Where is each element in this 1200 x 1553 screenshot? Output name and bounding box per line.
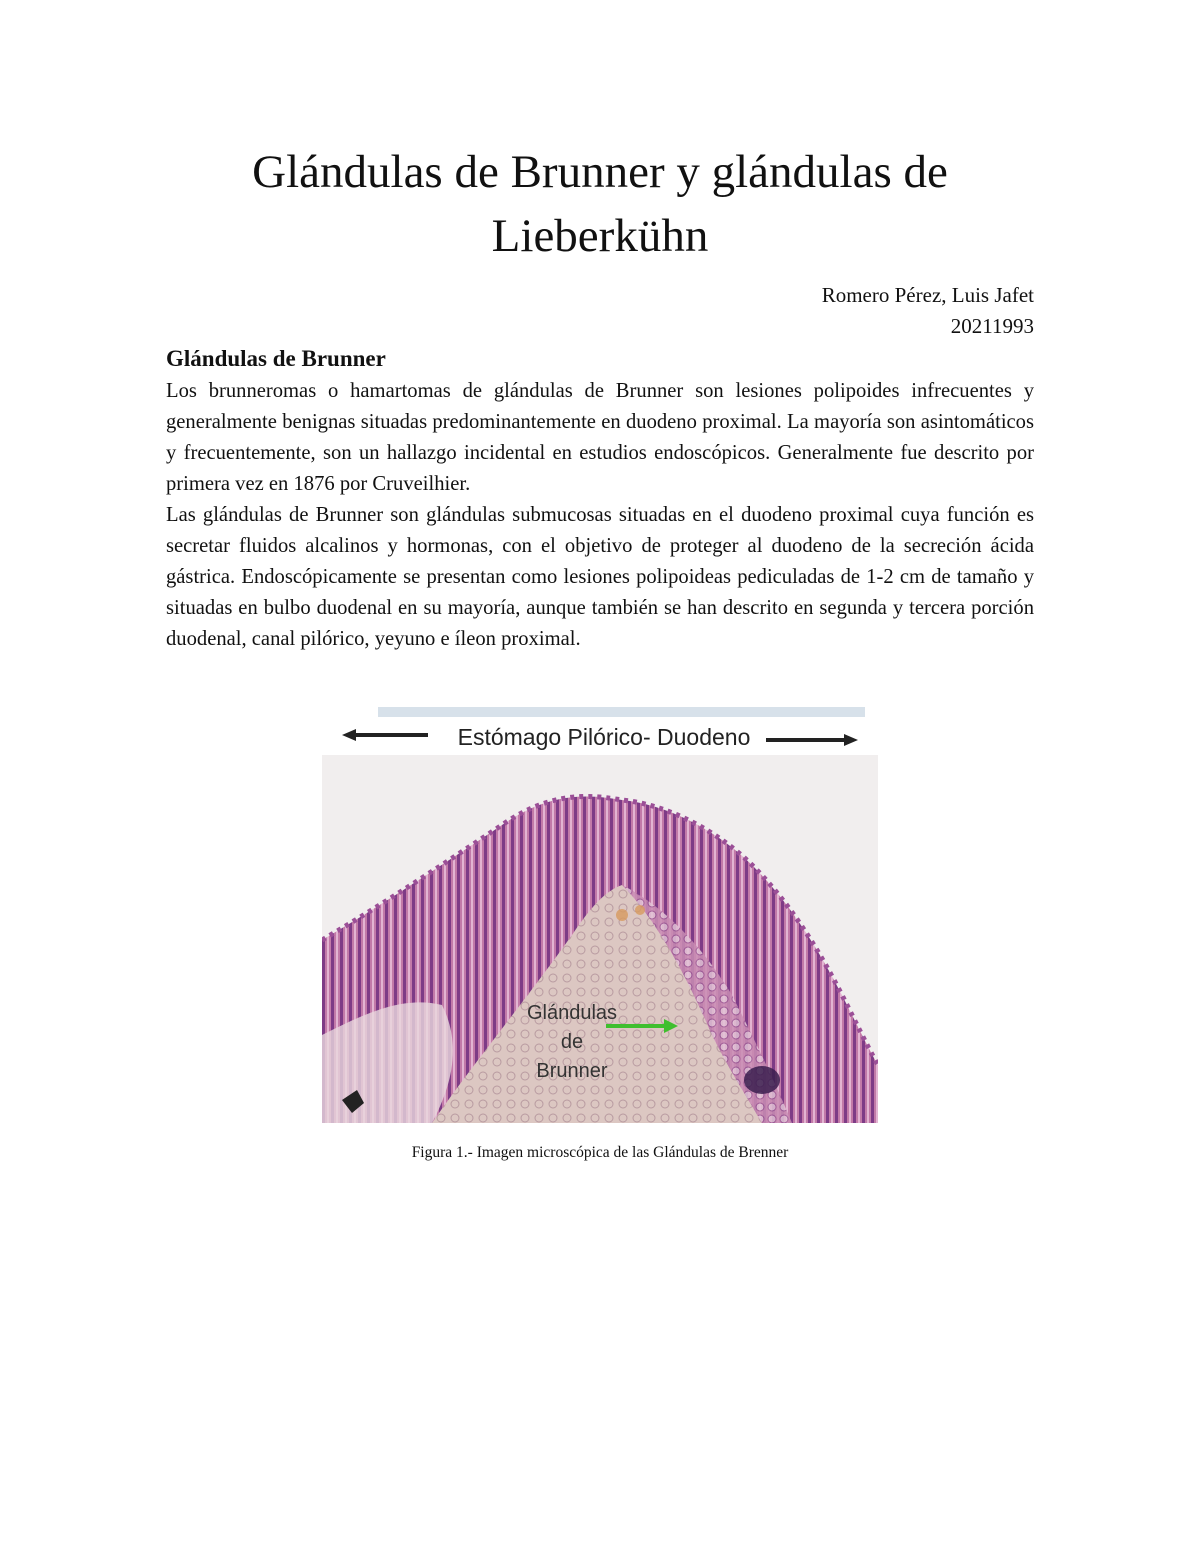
figure-label-line2: de (560, 1031, 584, 1053)
figure-caption: Figura 1.- Imagen microscópica de las Glándulas de Brenner (411, 1144, 789, 1161)
figure-header-label: Estómago Pilórico- Duodeno (457, 724, 751, 750)
figure-label-line1: Glándulas (526, 1002, 618, 1024)
section-heading: Glándulas de Brunner (166, 346, 386, 371)
paragraph: Las glándulas de Brunner son glándulas submucosas situadas en el duodeno proximal cuya función es secretar fluidos alcalinos y hormonas, con el objetivo de proteger al duodeno de la secreción ácida gástrica. Endoscópicamente se presentan como lesiones polipoideas pediculadas de 1-2 cm de tamaño y situadas en bulbo duodenal en su mayoría, aunque también se han descrito en segunda y tercera porción duodenal, canal pilórico, yeyuno e íleon proximal. (166, 504, 1034, 650)
author-id: 20211993 (950, 314, 1034, 338)
section-body (166, 376, 1034, 655)
figure-header-bar (378, 707, 865, 717)
paragraph: Los brunneromas o hamartomas de glándulas de Brunner son lesiones polipoides infrecuentes y generalmente benignas situadas predominantemente en duodeno proximal. La mayoría son asintomáticos y frecuentemente, son un hallazgo incidental en estudios endoscópicos. Generalmente fue descrito por primera vez en 1876 por Cruveilhier. (166, 380, 1034, 495)
right-arrow-icon (766, 734, 858, 746)
author-name: Romero Pérez, Luis Jafet (821, 283, 1034, 307)
left-arrow-icon (342, 729, 428, 741)
author-block (822, 280, 1034, 342)
histology-figure (322, 705, 878, 1123)
figure-label-line3: Brunner (536, 1060, 608, 1082)
document-title: Glándulas de Brunner y glándulas de Lieberkühn (252, 146, 948, 262)
